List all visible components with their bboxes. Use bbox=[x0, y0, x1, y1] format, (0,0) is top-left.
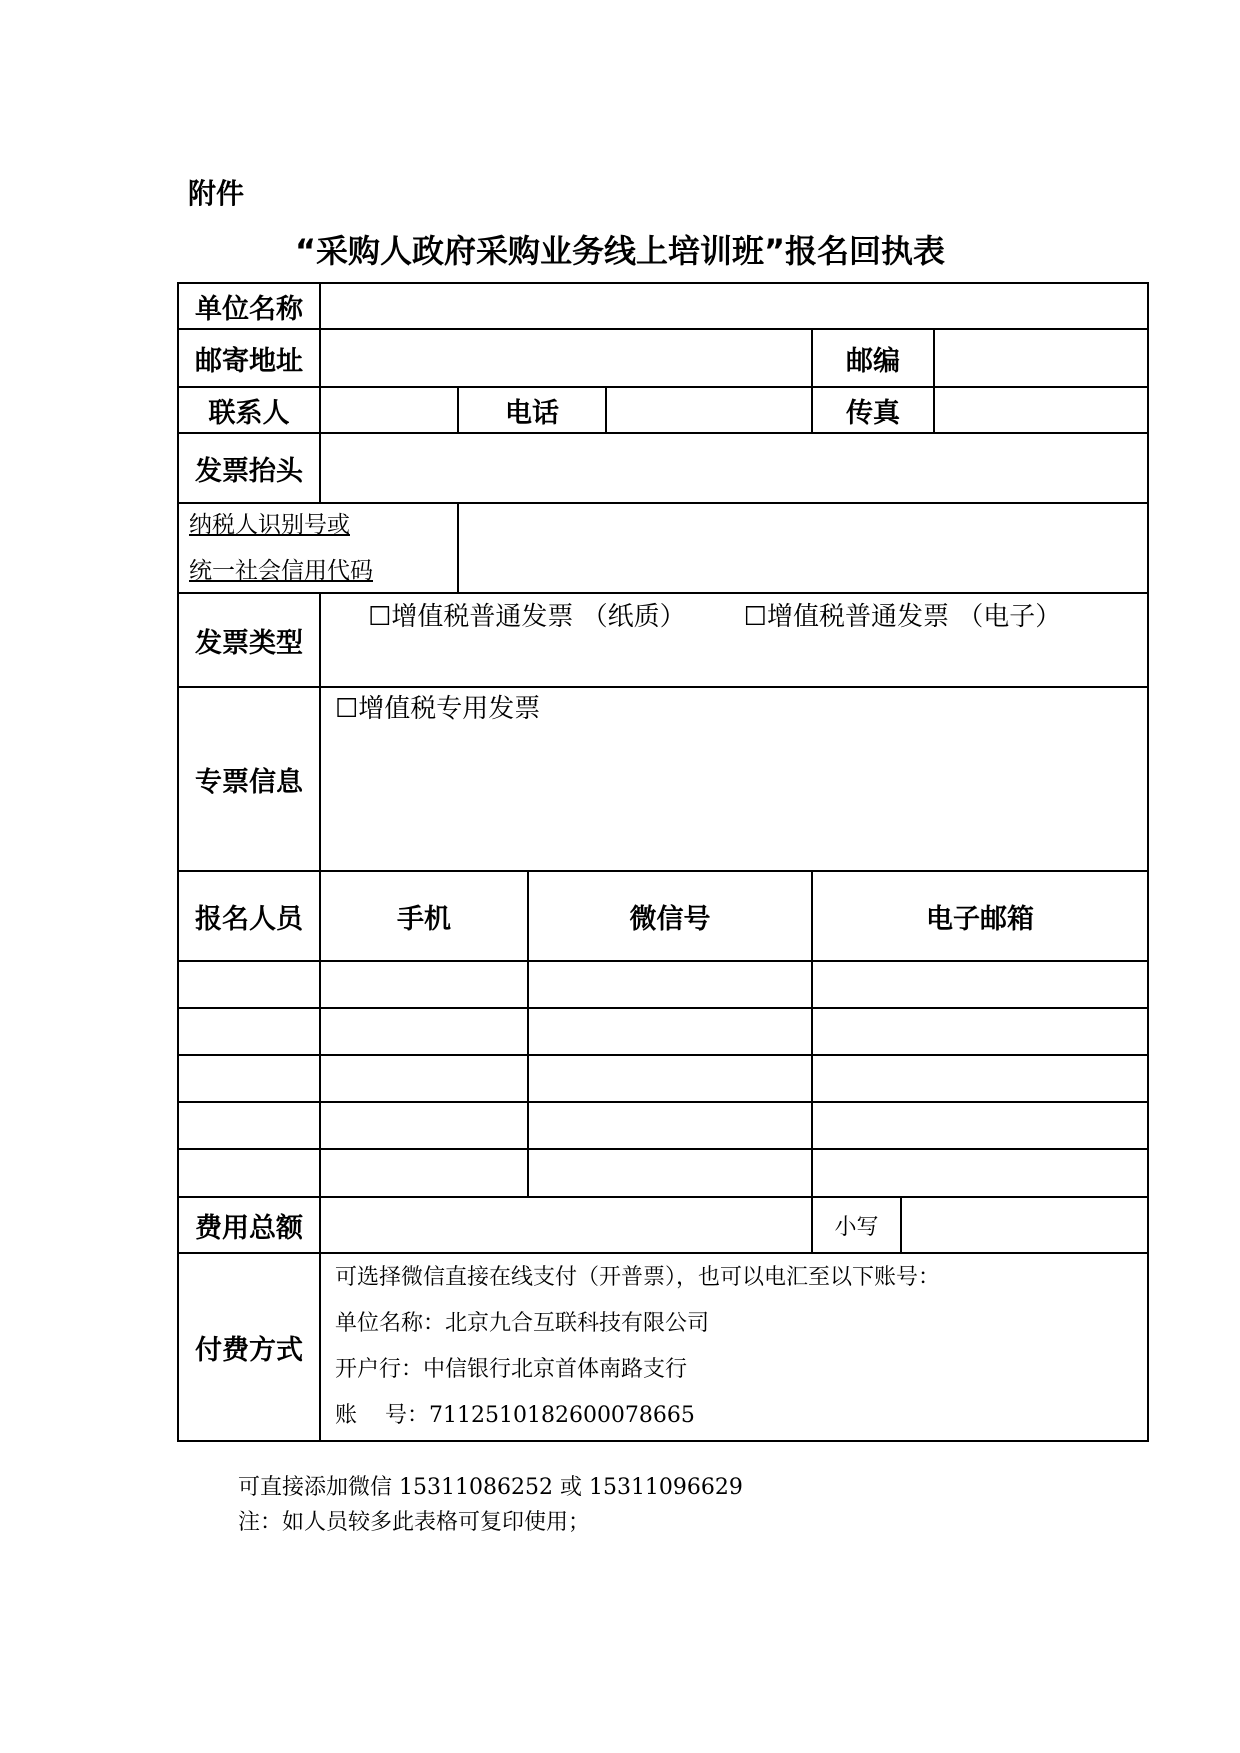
payment-method-info bbox=[319, 1252, 1149, 1442]
postcode-label: 邮编 bbox=[811, 328, 935, 388]
payment-line-2: 单位名称：北京九合互联科技有限公司 bbox=[335, 1311, 710, 1336]
contact-field[interactable] bbox=[319, 386, 459, 434]
invoice-option-special[interactable]: ☐增值税专用发票 bbox=[335, 694, 541, 724]
attendee-row-4-mobile[interactable] bbox=[319, 1101, 529, 1150]
attachment-label: 附件 bbox=[188, 177, 245, 210]
attendee-row-1-mobile[interactable] bbox=[319, 960, 529, 1009]
wechat-note: 可直接添加微信 15311086252 或 15311096629 bbox=[238, 1475, 743, 1500]
special-invoice-field[interactable] bbox=[319, 686, 1149, 872]
address-field[interactable] bbox=[319, 328, 813, 388]
attendee-row-1-wechat[interactable] bbox=[527, 960, 813, 1009]
invoice-option-paper[interactable]: ☐增值税普通发票 （纸质） bbox=[368, 602, 686, 632]
attendee-row-4-wechat[interactable] bbox=[527, 1101, 813, 1150]
invoice-type-label: 发票类型 bbox=[177, 592, 321, 688]
fax-label: 传真 bbox=[811, 386, 935, 434]
attendee-row-5-wechat[interactable] bbox=[527, 1148, 813, 1198]
attendee-row-2-email[interactable] bbox=[811, 1007, 1149, 1056]
invoice-title-field[interactable] bbox=[319, 432, 1149, 504]
taxpayer-id-label-line1: 纳税人识别号或 bbox=[189, 512, 350, 538]
attendee-wechat-header: 微信号 bbox=[527, 870, 813, 962]
attendee-email-header: 电子邮箱 bbox=[811, 870, 1149, 962]
attendee-row-4-email[interactable] bbox=[811, 1101, 1149, 1150]
special-invoice-label: 专票信息 bbox=[177, 686, 321, 872]
fee-total-field[interactable] bbox=[319, 1196, 813, 1254]
attendee-row-5-email[interactable] bbox=[811, 1148, 1149, 1198]
unit-name-label: 单位名称 bbox=[177, 282, 321, 330]
taxpayer-id-label-line2: 统一社会信用代码 bbox=[189, 558, 373, 584]
attendee-row-5-mobile[interactable] bbox=[319, 1148, 529, 1198]
payment-line-1: 可选择微信直接在线支付（开普票），也可以电汇至以下账号： bbox=[335, 1265, 941, 1290]
attendee-row-3-mobile[interactable] bbox=[319, 1054, 529, 1103]
attendee-row-5-name[interactable] bbox=[177, 1148, 321, 1198]
attendee-row-2-name[interactable] bbox=[177, 1007, 321, 1056]
attendee-row-3-name[interactable] bbox=[177, 1054, 321, 1103]
form-title: “采购人政府采购业务线上培训班”报名回执表 bbox=[294, 232, 946, 270]
payment-line-4: 账 号：7112510182600078665 bbox=[335, 1403, 695, 1428]
attendee-row-2-wechat[interactable] bbox=[527, 1007, 813, 1056]
payment-method-label: 付费方式 bbox=[177, 1252, 321, 1442]
attendee-row-1-name[interactable] bbox=[177, 960, 321, 1009]
postcode-field[interactable] bbox=[933, 328, 1149, 388]
invoice-title-label: 发票抬头 bbox=[177, 432, 321, 504]
lowercase-label: 小写 bbox=[811, 1196, 902, 1254]
phone-label: 电话 bbox=[457, 386, 607, 434]
phone-field[interactable] bbox=[605, 386, 813, 434]
attendee-row-3-wechat[interactable] bbox=[527, 1054, 813, 1103]
contact-label: 联系人 bbox=[177, 386, 321, 434]
attendee-row-2-mobile[interactable] bbox=[319, 1007, 529, 1056]
copy-note: 注：如人员较多此表格可复印使用； bbox=[238, 1510, 591, 1535]
invoice-type-options bbox=[319, 592, 1149, 724]
fee-total-label: 费用总额 bbox=[177, 1196, 321, 1254]
fax-field[interactable] bbox=[933, 386, 1149, 434]
attendee-row-4-name[interactable] bbox=[177, 1101, 321, 1150]
payment-line-3: 开户行：中信银行北京首体南路支行 bbox=[335, 1357, 688, 1382]
attendee-row-1-email[interactable] bbox=[811, 960, 1149, 1009]
invoice-option-electronic[interactable]: ☐增值税普通发票 （电子） bbox=[743, 602, 1062, 632]
attendee-mobile-header: 手机 bbox=[319, 870, 529, 962]
lowercase-amount-field[interactable] bbox=[900, 1196, 1149, 1254]
attendee-row-3-email[interactable] bbox=[811, 1054, 1149, 1103]
address-label: 邮寄地址 bbox=[177, 328, 321, 388]
unit-name-field[interactable] bbox=[319, 282, 1149, 330]
attendee-name-header: 报名人员 bbox=[177, 870, 321, 962]
